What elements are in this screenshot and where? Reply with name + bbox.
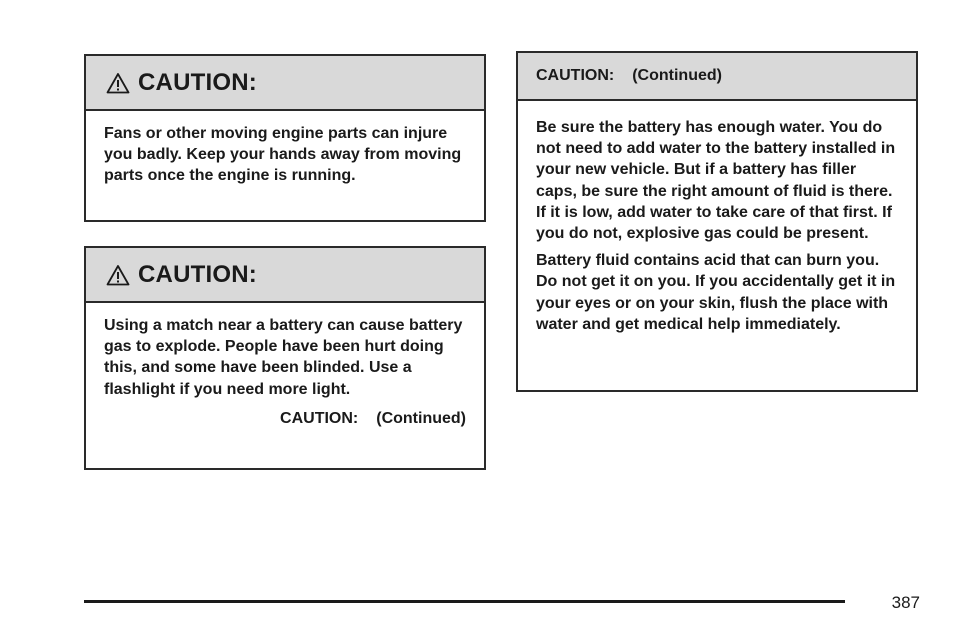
caution-title: CAUTION: [138, 260, 257, 288]
continued-label: CAUTION: [280, 409, 359, 427]
caution-body [86, 303, 484, 429]
caution-paragraph-acid: Battery fluid contains acid that can burn you. Do not get it on you. If you accidentally get it in your eyes or on your skin, flush the place with water and get medical help immediately. [536, 252, 896, 333]
caution-box-battery-match [84, 246, 486, 470]
continued-note: (Continued) [632, 67, 722, 84]
caution-paragraph-water: Be sure the battery has enough water. You do not need to add water to the battery installed in your new vehicle. But if a battery has filler caps, be sure the right amount of fluid is there. If it is low, add water to take care of that first. If you do not, explosive gas could be present. [536, 119, 896, 243]
caution-box-continued [516, 51, 918, 392]
caution-continued-title [536, 67, 722, 85]
continued-note: (Continued) [376, 409, 466, 427]
warning-triangle-icon [106, 264, 130, 286]
caution-text: Fans or other moving engine parts can injure you badly. Keep your hands away from moving parts once the engine is running. [104, 125, 462, 185]
warning-triangle-icon [106, 72, 130, 94]
caution-text: Using a match near a battery can cause battery gas to explode. People have been hurt doing this, and some have been blinded. Use a flashlight if you need more light. [104, 317, 463, 398]
caution-continued-header [518, 53, 916, 101]
caution-box-engine-parts [84, 54, 486, 222]
page-number: 387 [891, 593, 920, 612]
caution-title: CAUTION: [138, 68, 257, 96]
continued-marker [104, 408, 466, 429]
caution-title: CAUTION: [536, 67, 615, 84]
footer-rule [84, 600, 845, 603]
caution-header [86, 56, 484, 111]
caution-header [86, 248, 484, 303]
caution-body [518, 101, 916, 335]
caution-body [86, 111, 484, 187]
